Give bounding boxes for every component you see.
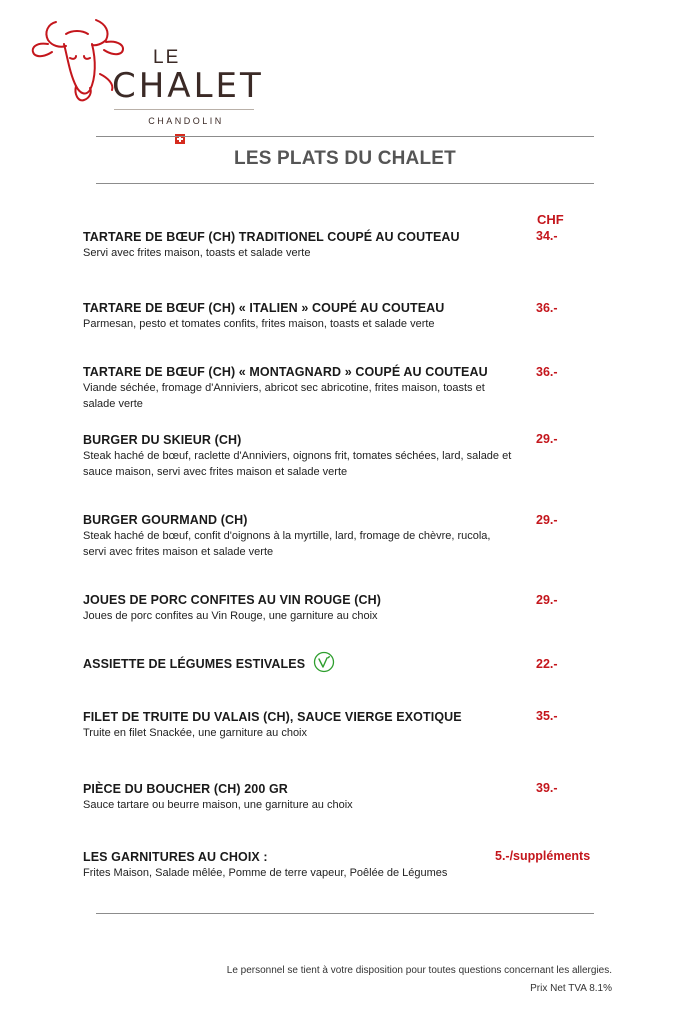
menu-item-price: 29.-: [536, 432, 558, 446]
menu-item-name: JOUES DE PORC CONFITES AU VIN ROUGE (CH): [83, 593, 382, 607]
menu-item-name: PIÈCE DU BOUCHER (CH) 200 GR: [83, 782, 288, 796]
menu-item-tartare-italien: [83, 300, 603, 332]
allergy-note: Le personnel se tient à votre disposition pour toutes questions concernant les allergies.: [226, 965, 612, 976]
menu-item-filet-truite: [83, 709, 603, 741]
menu-item-name: FILET DE TRUITE DU VALAIS (CH), SAUCE VIERGE EXOTIQUE: [83, 710, 462, 724]
menu-item-name: LES GARNITURES AU CHOIX :: [83, 850, 268, 864]
logo-location: CHANDOLIN: [148, 116, 224, 126]
logo-divider: [114, 109, 254, 110]
restaurant-logo: [26, 14, 266, 134]
menu-item-tartare-montagnard: [83, 364, 603, 412]
menu-item-price: 34.-: [536, 229, 558, 243]
title-bottom-divider: [96, 183, 594, 184]
menu-item-name: ASSIETTE DE LÉGUMES ESTIVALES: [83, 657, 306, 671]
menu-item-price: 36.-: [536, 301, 558, 315]
menu-item-name: TARTARE DE BŒUF (CH) « ITALIEN » COUPÉ AU COUTEAU: [83, 301, 445, 315]
vegetarian-icon: [313, 651, 335, 673]
menu-item-name: BURGER GOURMAND (CH): [83, 513, 248, 527]
menu-item-price: 29.-: [536, 593, 558, 607]
menu-item-description: Servi avec frites maison, toasts et salade verte: [83, 247, 311, 259]
menu-item-description: Parmesan, pesto et tomates confits, frites maison, toasts et salade verte: [83, 318, 435, 330]
vat-note: Prix Net TVA 8.1%: [530, 983, 612, 994]
menu-item-joues-de-porc: [83, 592, 603, 624]
currency-label: CHF: [537, 212, 564, 227]
menu-item-price: 36.-: [536, 365, 558, 379]
menu-item-description: Frites Maison, Salade mêlée, Pomme de terre vapeur, Poêlée de Légumes: [83, 867, 448, 879]
menu-item-burger-skieur: [83, 432, 603, 480]
logo-text-chalet: CHALET: [112, 66, 264, 106]
menu-item-price: 22.-: [536, 657, 558, 671]
menu-item-description: Steak haché de bœuf, confit d'oignons à la myrtille, lard, fromage de chèvre, rucola, servi avec frites maison et salade verte: [83, 530, 491, 558]
menu-item-description: Viande séchée, fromage d'Anniviers, abricot sec abricotine, frites maison, toasts et salade verte: [83, 382, 485, 410]
menu-item-description: Sauce tartare ou beurre maison, une garniture au choix: [83, 799, 353, 811]
menu-item-tartare-traditionnel: [83, 229, 603, 261]
menu-item-burger-gourmand: [83, 512, 603, 560]
menu-item-assiette-legumes: [83, 656, 603, 673]
menu-item-price: 39.-: [536, 781, 558, 795]
menu-item-description: Joues de porc confites au Vin Rouge, une garniture au choix: [83, 610, 378, 622]
menu-item-price: 5.-/suppléments: [495, 849, 591, 863]
menu-item-name: BURGER DU SKIEUR (CH): [83, 433, 242, 447]
menu-item-price: 29.-: [536, 513, 558, 527]
title-top-divider: [96, 136, 594, 137]
menu-item-name: TARTARE DE BŒUF (CH) TRADITIONEL COUPÉ AU COUTEAU: [83, 230, 460, 244]
menu-item-description: Steak haché de bœuf, raclette d'Anniviers, oignons frit, tomates séchées, lard, salade et sauce maison, servi avec frites maison et salade verte: [83, 450, 512, 478]
menu-item-name-row: [83, 656, 603, 673]
menu-item-description: Truite en filet Snackée, une garniture au choix: [83, 727, 308, 739]
logo-text-le: LE: [153, 47, 181, 68]
menu-item-name: TARTARE DE BŒUF (CH) « MONTAGNARD » COUPÉ AU COUTEAU: [83, 365, 488, 379]
menu-item-price: 35.-: [536, 709, 558, 723]
menu-item-piece-du-boucher: [83, 781, 603, 813]
footer-divider: [96, 913, 594, 914]
page-title: LES PLATS DU CHALET: [234, 148, 456, 169]
